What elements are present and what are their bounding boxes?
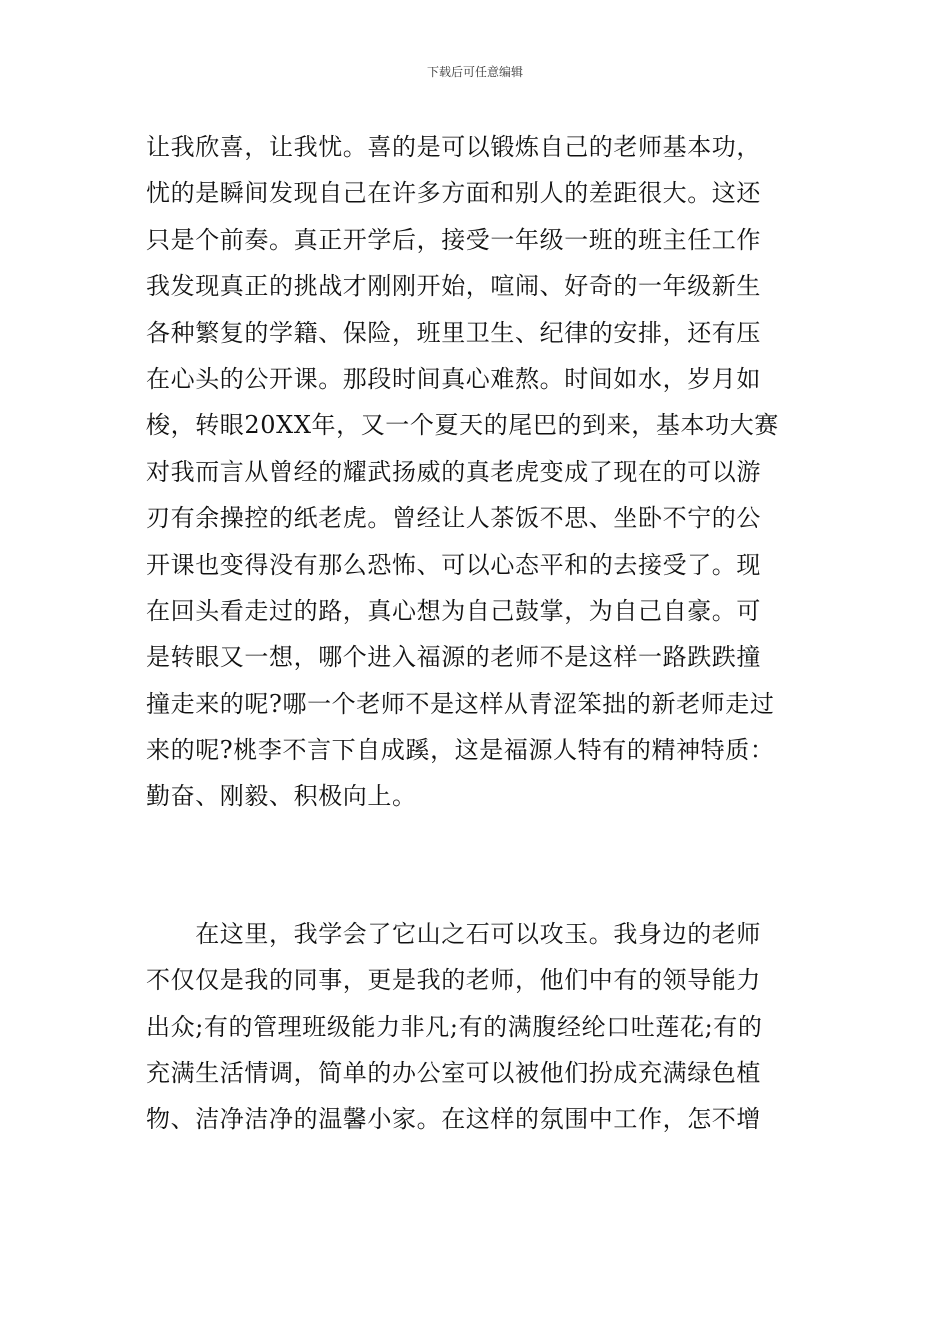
text-line: 忧的是瞬间发现自己在许多方面和别人的差距很大。这还 <box>146 179 761 208</box>
text-line: 开课也变得没有那么恐怖、可以心态平和的去接受了。现 <box>146 550 761 579</box>
text-line: 刃有余操控的纸老虎。曾经让人茶饭不思、坐卧不宁的公 <box>146 504 761 533</box>
text-line: 不仅仅是我的同事，更是我的老师，他们中有的领导能力 <box>146 966 761 995</box>
text-line: 出众;有的管理班级能力非凡;有的满腹经纶口吐莲花;有的 <box>146 1012 763 1041</box>
text-line: 物、洁净洁净的温馨小家。在这样的氛围中工作，怎不增 <box>146 1105 761 1134</box>
text-line: 在这里，我学会了它山之石可以攻玉。我身边的老师 <box>146 919 761 948</box>
text-line: 勤奋、刚毅、积极向上。 <box>146 782 417 811</box>
text-line: 在心头的公开课。那段时间真心难熬。时间如水，岁月如 <box>146 364 761 393</box>
text-line: 各种繁复的学籍、保险，班里卫生、纪律的安排，还有压 <box>146 318 761 347</box>
text-line: 对我而言从曾经的耀武扬威的真老虎变成了现在的可以游 <box>146 457 761 486</box>
text-line: 来的呢?桃李不言下自成蹊，这是福源人特有的精神特质： <box>146 736 775 765</box>
text-line: 撞走来的呢?哪一个老师不是这样从青涩笨拙的新老师走过 <box>146 689 775 718</box>
document-body <box>146 124 810 1143</box>
text-line: 是转眼又一想，哪个进入福源的老师不是这样一路跌跌撞 <box>146 643 761 672</box>
page-header: 下载后可任意编辑 <box>426 65 523 79</box>
text-line: 在回头看走过的路，真心想为自己鼓掌，为自己自豪。可 <box>146 596 761 625</box>
paragraph-2 <box>146 911 810 1143</box>
text-line: 我发现真正的挑战才刚刚开始，喧闹、好奇的一年级新生 <box>146 272 761 301</box>
text-line: 充满生活情调，简单的办公室可以被他们扮成充满绿色植 <box>146 1059 761 1088</box>
text-line: 只是个前奏。真正开学后，接受一年级一班的班主任工作 <box>146 225 761 254</box>
paragraph-1 <box>146 124 810 820</box>
paragraph-spacer <box>146 820 810 911</box>
text-line: 梭，转眼20XX年，又一个夏天的尾巴的到来，基本功大赛 <box>146 411 779 440</box>
text-line: 让我欣喜，让我忧。喜的是可以锻炼自己的老师基本功， <box>146 133 761 161</box>
